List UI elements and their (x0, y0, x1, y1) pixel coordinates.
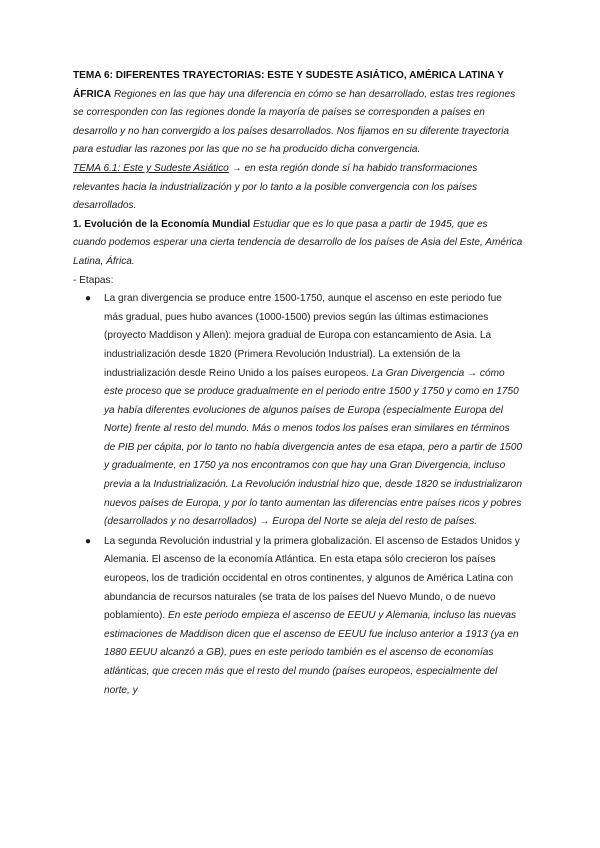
section-title: 1. Evolución de la Economía Mundial (73, 218, 251, 230)
list-item-italic: La Gran Divergencia → cómo este proceso que se produce gradualmente en el periodo entre 1500 y 1750 y como en 1750 ya había diferentes evoluciones de algunos países de Europa (especialmente Europa del Norte) frente al resto del mundo. Más o menos todos los países eran similares en términos de PIB per cápita, por lo tanto no había divergencia antes de esa etapa, pero a partir de 1500 y gradualmente, en 1750 ya nos encontramos con que hay una Gran Divergencia, incluso previa a la Industrialización. La Revolución industrial hizo que, desde 1820 se industrializaron nuevos países de Europa, y por lo tanto aumentan las diferencias entre países ricos y pobres (desarrollados y no desarrollados) → Europa del Norte se aleja del resto de países. (104, 367, 523, 528)
document-page (73, 67, 523, 701)
subtopic-title: TEMA 6.1: Este y Sudeste Asiático (73, 162, 229, 174)
bullet-icon: ● (85, 293, 92, 305)
list-item-plain: La gran divergencia se produce entre 1500-1750, aunque el ascenso en este periodo fue más gradual, pues hubo avances (1000-1500) previos según las últimas estimaciones (proyecto Maddison y Allen): mejora gradual de Europa con estancamiento de Asia. La industrialización desde 1820 (Primera Revolución Industrial). La extensión de la industrialización desde Reino Unido a los países europeos. (104, 293, 502, 379)
intro-paragraph (73, 67, 523, 160)
list-item-plain: La segunda Revolución industrial y la primera globalización. El ascenso de Estados Unidos y Alemania. El ascenso de la economía Atlántica. En esta etapa sólo crecieron los países europeos, los de tradición occidental en otros continentes, y algunos de América Latina con abundancia de recursos naturales (se trata de los países del Nuevo Mundo, o de nuevo poblamiento). (104, 535, 520, 622)
list-item-italic: En este periodo empieza el ascenso de EEUU y Alemania, incluso las nuevas estimaciones de Maddison dicen que el ascenso de EEUU fue incluso anterior a 1913 (ya en 1880 EEUU alcanzó a GB), pues en este periodo también es el ascenso de economías atlánticas, que crecen más que el resto del mundo (países europeos, especialmente del norte, y (104, 610, 519, 696)
list-item (85, 290, 523, 532)
subtopic-text: → en esta región donde sí ha habido transformaciones relevantes hacia la industrialización y por lo tanto a la posible convergencia con los países desarrollados. (73, 162, 478, 212)
topic-intro: Regiones en las que hay una diferencia en cómo se han desarrollado, estas tres regiones se corresponden con las regiones donde la mayoría de países se corresponden a países en desarrollo y no han convergido a los países desarrollados. Nos fijamos en su diferente trayectoria para estudiar las razones por las que no se ha producido dicha convergencia. (73, 88, 516, 156)
topic-heading: TEMA 6: DIFERENTES TRAYECTORIAS: ESTE Y SUDESTE ASIÁTICO, AMÉRICA LATINA Y ÁFRICA (73, 70, 504, 100)
list-item (85, 533, 523, 700)
section-text: Estudiar que es lo que pasa a partir de 1945, que es cuando podemos esperar una cierta tendencia de desarrollo de los países de Asia del Este, América Latina, África. (73, 218, 523, 267)
stages-label: - Etapas: (73, 274, 114, 286)
stages-list (73, 290, 523, 700)
subtopic-paragraph (73, 160, 523, 216)
bullet-icon: ● (85, 535, 92, 547)
section-paragraph (73, 216, 523, 272)
